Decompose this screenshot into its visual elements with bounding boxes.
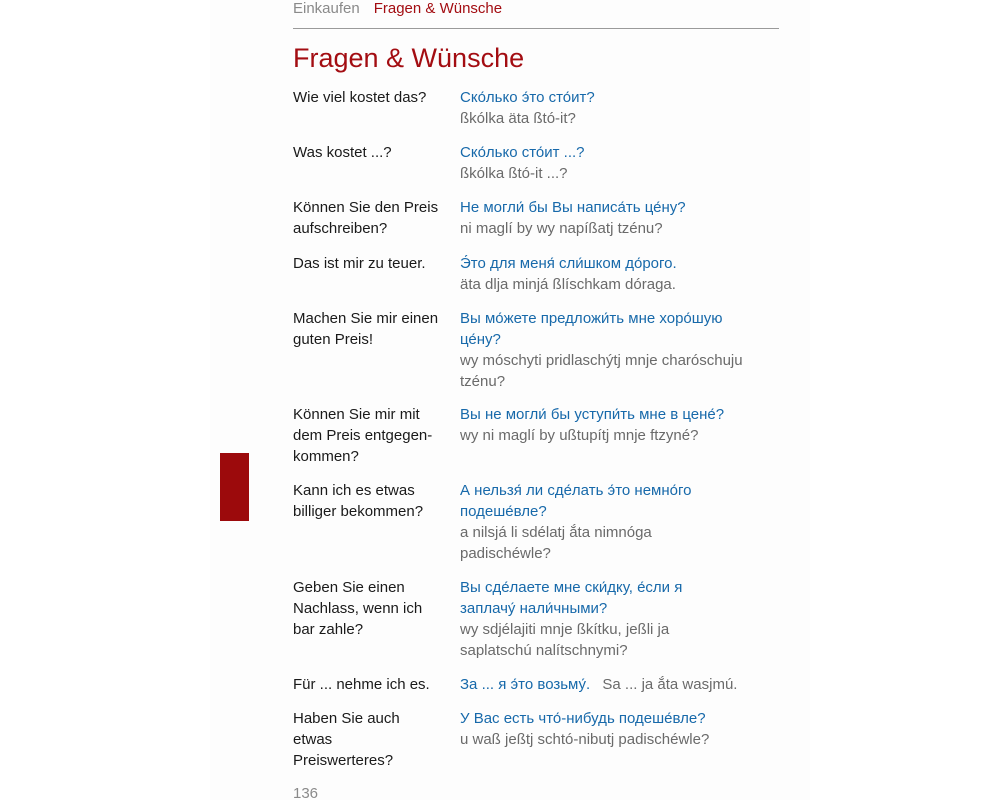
header-current-topic: Fragen & Wünsche: [373, 0, 503, 17]
russian-phrase: За ... я э́то возьму́.: [460, 676, 591, 693]
german-phrase: Können Sie mir mit dem Preis entgegen-kommen?: [293, 406, 433, 465]
transliteration: wy móschyti pridlaschýtj mnje charóschuju tzénu?: [460, 352, 743, 390]
russian-block: [460, 708, 760, 750]
german-phrase: Wie viel kostet das?: [293, 89, 427, 106]
russian-block: [460, 253, 760, 295]
russian-block: [460, 480, 720, 564]
german-phrase: Haben Sie auch etwas Preiswerteres?: [293, 710, 400, 769]
russian-block: [460, 674, 760, 695]
russian-phrase: Э́то для меня́ сли́шком до́рого.: [460, 255, 677, 272]
german-phrase: Das ist mir zu teuer.: [293, 255, 426, 272]
german-phrase: Geben Sie einen Nachlass, wenn ich bar zahle?: [293, 579, 423, 638]
russian-phrase: А нельзя́ ли сде́лать э́то немно́го подеше́вле?: [460, 482, 692, 520]
transliteration: äta dlja minjá ßlíschkam dóraga.: [460, 276, 676, 293]
transliteration: ßkólka äta ßtó-it?: [460, 110, 576, 127]
german-phrase: Können Sie den Preis aufschreiben?: [293, 199, 439, 237]
russian-block: [460, 577, 715, 661]
russian-phrase: Вы мо́жете предложи́ть мне хоро́шую це́ну?: [460, 310, 723, 348]
transliteration: ni maglí by wy napíßatj tzénu?: [460, 220, 663, 237]
german-phrase: Kann ich es etwas billiger bekommen?: [293, 482, 424, 520]
transliteration: Sa ... ja ắta wasjmú.: [602, 676, 738, 693]
page-title: Fragen & Wünsche: [293, 43, 525, 73]
running-header: [293, 0, 779, 29]
transliteration: wy ni maglí by ußtupítj mnje ftzyné?: [460, 427, 699, 444]
page-number: 136: [293, 785, 319, 802]
russian-phrase: Вы сде́лаете мне ски́дку, е́сли я заплачу́ нали́чными?: [460, 579, 683, 617]
russian-block: [460, 308, 745, 392]
transliteration: ßkólka ßtó-it ...?: [460, 165, 568, 182]
russian-phrase: Ско́лько э́то сто́ит?: [460, 89, 595, 106]
transliteration: u waß jeßtj schtó-nibutj padischéwle?: [460, 731, 710, 748]
russian-block: [460, 197, 760, 239]
chapter-thumb-tab: [220, 453, 249, 521]
russian-block: [460, 87, 760, 129]
russian-phrase: Ско́лько сто́ит ...?: [460, 144, 585, 161]
german-phrase: Was kostet ...?: [293, 144, 392, 161]
russian-phrase: Вы не могли́ бы уступи́ть мне в цене́?: [460, 406, 725, 423]
russian-block: [460, 142, 760, 184]
german-phrase: Machen Sie mir einen guten Preis!: [293, 310, 439, 348]
transliteration: wy sdjélajiti mnje ßkítku, jeßli ja saplatschú nalítschnymi?: [460, 621, 670, 659]
header-section: Einkaufen: [293, 0, 360, 17]
transliteration: a nilsjá li sdélatj ắta nimnóga padischéwle?: [460, 524, 652, 562]
russian-block: [460, 404, 760, 446]
german-phrase: Für ... nehme ich es.: [293, 676, 430, 693]
russian-phrase: У Вас есть что́-нибудь подеше́вле?: [460, 710, 706, 727]
russian-phrase: Не могли́ бы Вы написа́ть це́ну?: [460, 199, 686, 216]
